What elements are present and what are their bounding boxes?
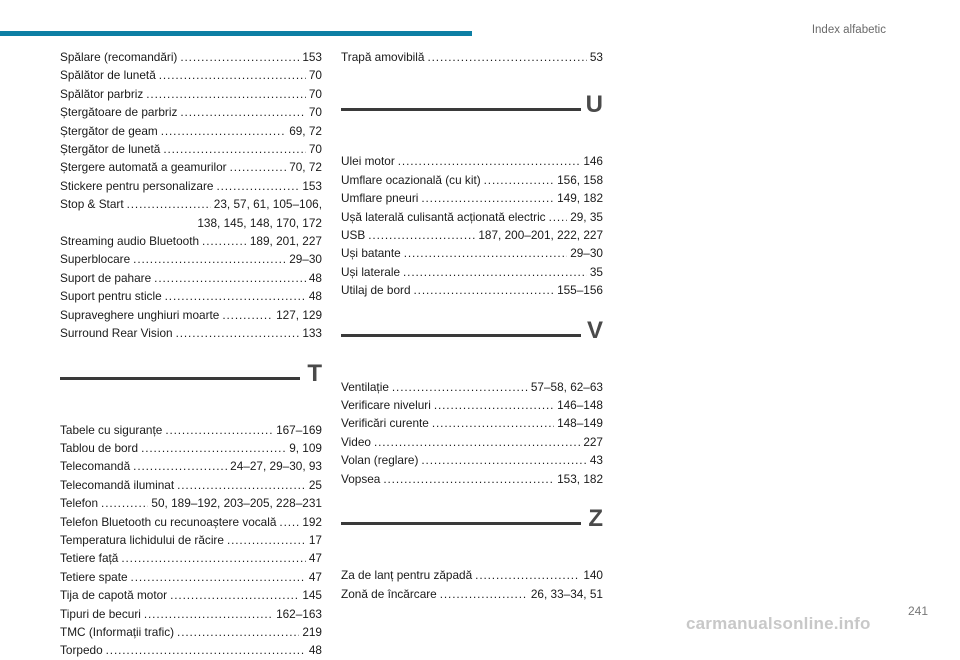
entry-name: Telecomandă iluminat (60, 477, 175, 492)
entry-name: Torpedo (60, 643, 103, 658)
page-header-title: Index alfabetic (811, 24, 886, 36)
entry-pages: 17 (308, 532, 322, 547)
entry-pages: 35 (589, 264, 603, 279)
section-rule (341, 108, 581, 111)
index-entry (341, 566, 603, 584)
entry-pages: 187, 200–201, 222, 227 (478, 228, 603, 243)
entry-pages: 146–148 (557, 398, 603, 413)
entry-name: Trapă amovibilă (341, 50, 425, 64)
dot-leader (368, 226, 475, 244)
entry-name: Suport de pahare (60, 270, 152, 285)
entry-name: Ulei motor (341, 154, 395, 169)
entry-name: Zonă de încărcare (341, 586, 437, 601)
entry-list (60, 421, 322, 660)
entry-name: USB (341, 228, 366, 243)
dot-leader (161, 122, 286, 140)
entry-name: Ștergere automată a geamurilor (60, 160, 227, 175)
section-header-v (341, 316, 603, 378)
index-entry (341, 263, 603, 281)
entry-name: Ștergătoare de parbriz (60, 105, 178, 120)
index-entry (341, 378, 603, 396)
index-entry (60, 494, 322, 512)
index-entry (60, 586, 322, 604)
index-column-left (60, 48, 322, 660)
dot-leader (159, 66, 306, 84)
entry-pages: 47 (308, 569, 322, 584)
entry-name: Tetiere spate (60, 569, 128, 584)
entry-pages: 127, 129 (276, 307, 322, 322)
dot-leader (141, 439, 286, 457)
entry-name: Tabele cu siguranțe (60, 422, 163, 437)
index-entry (60, 568, 322, 586)
entry-pages: 155–156 (557, 283, 603, 298)
entry-pages: 192 (302, 514, 322, 529)
entry-pages: 219 (302, 624, 322, 639)
entry-pages: 70 (308, 68, 322, 83)
entry-pages: 149, 182 (557, 191, 603, 206)
dot-leader (475, 566, 580, 584)
entry-pages: 145 (302, 588, 322, 603)
dot-leader (383, 470, 554, 488)
entry-name: Ușă laterală culisantă acționată electric (341, 209, 546, 224)
dot-leader (101, 494, 148, 512)
entry-pages: 148–149 (557, 416, 603, 431)
dot-leader (230, 158, 287, 176)
entry-list (341, 378, 603, 488)
entry-name: Vopsea (341, 471, 381, 486)
section-rule (341, 522, 581, 525)
section-header-z (341, 505, 603, 566)
entry-pages: 48 (308, 643, 322, 658)
dot-leader (404, 244, 568, 262)
index-entry (60, 306, 322, 324)
index-entry (341, 470, 603, 488)
index-entry (60, 195, 322, 213)
dot-leader (434, 396, 554, 414)
entry-name: Temperatura lichidului de răcire (60, 532, 224, 547)
entry-name: Tija de capotă motor (60, 588, 168, 603)
index-entry (60, 177, 322, 195)
dot-leader (154, 269, 306, 287)
entry-name: Uși batante (341, 246, 401, 261)
dot-leader (165, 421, 273, 439)
dot-leader (432, 414, 554, 432)
entry-name: Umflare pneuri (341, 191, 419, 206)
entry-pages: 153 (302, 50, 322, 64)
dot-leader (176, 324, 300, 342)
entry-pages: 70, 72 (289, 160, 322, 175)
entry-name: Verificări curente (341, 416, 429, 431)
index-entry (341, 226, 603, 244)
dot-leader (180, 48, 299, 66)
entry-pages: 47 (308, 551, 322, 566)
entry-pages: 153, 182 (557, 471, 603, 486)
entry-name: Ștergător de lunetă (60, 142, 161, 157)
index-entry (60, 103, 322, 121)
entry-pages: 23, 57, 61, 105–106, (213, 197, 322, 212)
dot-leader (222, 306, 273, 324)
section-header-u (341, 91, 603, 152)
entry-pages: 189, 201, 227 (249, 234, 322, 249)
entry-name: Uși laterale (341, 264, 401, 279)
section-letter: Z (588, 505, 603, 533)
entry-pages: 167–169 (276, 422, 322, 437)
entry-name: Telefon Bluetooth cu recunoaștere vocală (60, 514, 277, 529)
index-entry (341, 189, 603, 207)
entry-name: Ventilație (341, 379, 389, 394)
index-entry (60, 623, 322, 641)
entry-pages: 69, 72 (289, 123, 322, 138)
page-number: 241 (907, 604, 928, 618)
entry-pages: 43 (589, 453, 603, 468)
index-entry (60, 122, 322, 140)
entry-name: Za de lanț pentru zăpadă (341, 568, 473, 583)
entry-pages: 227 (583, 434, 603, 449)
dot-leader (177, 623, 299, 641)
entry-pages: 140 (583, 568, 603, 583)
entry-name: Superblocare (60, 252, 131, 267)
index-entry (341, 451, 603, 469)
entry-pages: 24–27, 29–30, 93 (230, 459, 322, 474)
entry-pages: 70 (308, 105, 322, 120)
entry-name: Umflare ocazională (cu kit) (341, 172, 481, 187)
index-entry (341, 152, 603, 170)
index-entry (341, 281, 603, 299)
index-entry (60, 641, 322, 659)
section-letter: V (586, 316, 603, 344)
entry-pages: 29–30 (570, 246, 603, 261)
entry-name: TMC (Informații trafic) (60, 624, 175, 639)
dot-leader (170, 586, 299, 604)
entry-name: Supraveghere unghiuri moarte (60, 307, 220, 322)
dot-leader (421, 189, 554, 207)
entry-name: Telecomandă (60, 459, 131, 474)
index-entry (60, 287, 322, 305)
index-entry (341, 48, 603, 66)
entry-pages: 57–58, 62–63 (530, 379, 603, 394)
index-entry (60, 66, 322, 84)
entry-pages: 133 (302, 326, 322, 341)
dot-leader (202, 232, 247, 250)
section-header-t (60, 359, 322, 421)
entry-name: Stickere pentru personalizare (60, 178, 214, 193)
entry-name: Utilaj de bord (341, 283, 411, 298)
index-entry (60, 421, 322, 439)
entry-name: Tablou de bord (60, 440, 139, 455)
dot-leader (403, 263, 587, 281)
section-letter: T (307, 359, 322, 387)
section-letter: U (585, 91, 603, 119)
dot-leader (133, 250, 286, 268)
header-accent-bar (0, 31, 472, 36)
index-entry (60, 158, 322, 176)
entry-name: Telefon (60, 496, 99, 511)
dot-leader (121, 549, 306, 567)
entry-pages: 156, 158 (557, 172, 603, 187)
dot-leader (131, 568, 306, 586)
entry-name: Stop & Start (60, 197, 124, 212)
dot-leader (216, 177, 299, 195)
dot-leader (398, 152, 581, 170)
dot-leader (414, 281, 555, 299)
dot-leader (106, 641, 306, 659)
index-entry (341, 171, 603, 189)
entry-name: Streaming audio Bluetooth (60, 234, 200, 249)
index-entry (341, 396, 603, 414)
entry-pages: 162–163 (276, 606, 322, 621)
entry-pages: 29–30 (289, 252, 322, 267)
dot-leader (146, 85, 306, 103)
dot-leader (421, 451, 586, 469)
index-entry (341, 585, 603, 603)
index-entry (60, 250, 322, 268)
index-entry (60, 269, 322, 287)
entry-name: Spălător parbriz (60, 86, 144, 101)
dot-leader (180, 103, 305, 121)
index-entry (60, 531, 322, 549)
index-entry (60, 549, 322, 567)
dot-leader (440, 585, 528, 603)
index-entry (60, 85, 322, 103)
dot-leader (163, 140, 306, 158)
section-rule (60, 377, 300, 380)
index-entry (341, 208, 603, 226)
index-entry (60, 48, 322, 66)
entry-name: Surround Rear Vision (60, 326, 173, 341)
entry-pages: 26, 33–34, 51 (530, 586, 603, 601)
entry-list (341, 152, 603, 299)
index-entry (60, 324, 322, 342)
dot-leader (165, 287, 306, 305)
entry-name: Spălare (recomandări) (60, 50, 178, 64)
entry-pages: 9, 109 (289, 440, 322, 455)
dot-leader (374, 433, 580, 451)
entry-pages: 48 (308, 270, 322, 285)
dot-leader (484, 171, 554, 189)
index-entry (60, 605, 322, 623)
entry-name: Ștergător de geam (60, 123, 158, 138)
index-entry (341, 414, 603, 432)
entry-pages: 25 (308, 477, 322, 492)
dot-leader (549, 208, 568, 226)
index-entry (60, 232, 322, 250)
dot-leader (279, 513, 299, 531)
entry-pages: 50, 189–192, 203–205, 228–231 (151, 496, 322, 511)
index-entry (60, 457, 322, 475)
index-entry (60, 513, 322, 531)
dot-leader (127, 195, 211, 213)
entry-list (60, 48, 322, 343)
entry-pages: 70 (308, 86, 322, 101)
index-entry (60, 439, 322, 457)
entry-name: Tipuri de becuri (60, 606, 141, 621)
entry-pages-continued: 138, 145, 148, 170, 172 (197, 215, 322, 230)
entry-name: Volan (reglare) (341, 453, 419, 468)
index-column-right (341, 48, 603, 603)
entry-name: Suport pentru sticle (60, 289, 162, 304)
entry-name: Tetiere față (60, 551, 119, 566)
section-rule (341, 334, 581, 337)
entry-pages: 70 (308, 142, 322, 157)
index-entry (60, 140, 322, 158)
entry-pages: 48 (308, 289, 322, 304)
index-entry (60, 476, 322, 494)
entry-list (341, 566, 603, 603)
index-entry (341, 244, 603, 262)
entry-name: Spălător de lunetă (60, 68, 156, 83)
entry-pages: 53 (589, 50, 603, 64)
dot-leader (392, 378, 528, 396)
dot-leader (177, 476, 306, 494)
dot-leader (227, 531, 306, 549)
watermark: carmanualsonline.info (686, 614, 871, 633)
dot-leader (144, 605, 273, 623)
entry-list (341, 48, 603, 66)
entry-name: Verificare niveluri (341, 398, 431, 413)
dot-leader (133, 457, 227, 475)
entry-pages: 29, 35 (570, 209, 603, 224)
index-entry (341, 433, 603, 451)
entry-name: Video (341, 434, 371, 449)
dot-leader (428, 48, 587, 66)
entry-pages: 146 (583, 154, 603, 169)
entry-pages: 153 (302, 178, 322, 193)
